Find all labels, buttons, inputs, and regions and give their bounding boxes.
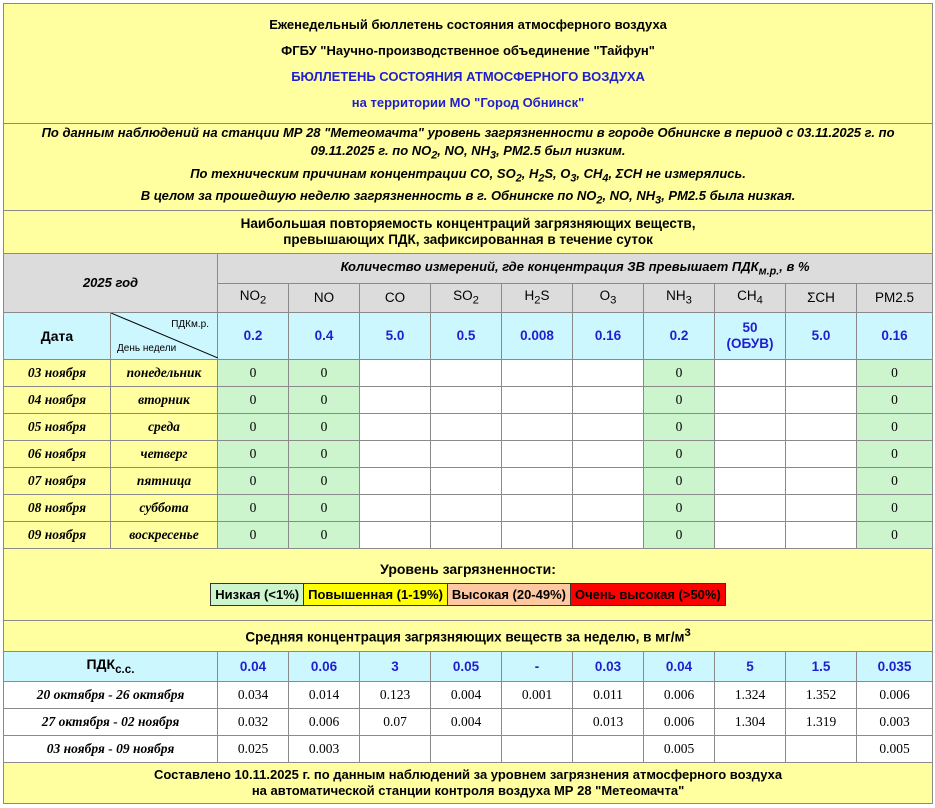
exceed-value xyxy=(431,494,502,521)
average-value: 0.025 xyxy=(218,735,289,762)
exceed-value: 0 xyxy=(644,521,715,548)
levels-title: Уровень загрязненности: xyxy=(380,561,556,578)
header-line-2: ФГБУ "Научно-производственное объединение "Тайфун" xyxy=(281,42,655,58)
average-value xyxy=(431,735,502,762)
exceed-value xyxy=(573,359,644,386)
exceed-value: 0 xyxy=(644,386,715,413)
day-of-week: пятница xyxy=(111,467,218,494)
average-value: 0.014 xyxy=(289,681,360,708)
exceed-value xyxy=(502,386,573,413)
pdk-ss-value: 0.04 xyxy=(218,651,289,681)
exceed-value: 0 xyxy=(289,521,360,548)
pdk-ss-value: - xyxy=(502,651,573,681)
exceed-value: 0 xyxy=(857,440,933,467)
pdk-mr-value: 0.5 xyxy=(431,312,502,359)
exceed-value xyxy=(431,359,502,386)
exceed-value xyxy=(715,521,786,548)
exceed-value: 0 xyxy=(644,359,715,386)
exceed-value xyxy=(502,413,573,440)
substance-name: CO xyxy=(384,290,406,306)
substance-header xyxy=(289,283,360,312)
pdk-mr-value: 50 (ОБУВ) xyxy=(715,312,786,359)
exceed-value: 0 xyxy=(218,359,289,386)
levels-legend xyxy=(210,583,726,606)
intro-paragraph-1: По данным наблюдений на станции МР 28 "Метеомачта" уровень загрязненности в городе Обнинске в период с 03.11.2025 г. по 09.11.2025 г. по $NO_2$, NO, $NH_3$, PM2.5 был низким. xyxy=(41,125,895,162)
pdk-ss-value: 0.06 xyxy=(289,651,360,681)
average-value: 0.032 xyxy=(218,708,289,735)
day-row xyxy=(4,359,933,386)
header-line-4: на территории МО "Город Обнинск" xyxy=(351,94,585,110)
day-of-week: вторник xyxy=(111,386,218,413)
exceed-value xyxy=(502,467,573,494)
day-date: 06 ноября xyxy=(4,440,111,467)
day-of-week: четверг xyxy=(111,440,218,467)
day-date: 05 ноября xyxy=(4,413,111,440)
pdk-mr-value: 0.008 xyxy=(502,312,573,359)
exceed-value: 0 xyxy=(289,386,360,413)
exceed-value xyxy=(786,494,857,521)
exceed-value xyxy=(502,521,573,548)
exceed-value xyxy=(573,440,644,467)
substance-name: CH xyxy=(737,288,757,304)
pdk-ss-label: $ПДК_{с.с.}$ xyxy=(4,651,218,681)
day-date: 09 ноября xyxy=(4,521,111,548)
substance-subscript: 3 xyxy=(685,295,692,308)
level-item: Низкая (<1%) xyxy=(211,584,304,606)
average-value xyxy=(502,708,573,735)
exceed-value xyxy=(573,521,644,548)
week-row xyxy=(4,708,933,735)
average-value: 0.011 xyxy=(573,681,644,708)
pdk-ss-value: 0.03 xyxy=(573,651,644,681)
exceed-value: 0 xyxy=(644,467,715,494)
corner-header xyxy=(111,312,218,359)
pdk-mr-value: 0.16 xyxy=(857,312,933,359)
day-row xyxy=(4,494,933,521)
exceed-value xyxy=(502,494,573,521)
substance-name: NO xyxy=(239,288,260,304)
exceed-value xyxy=(360,440,431,467)
substance-header xyxy=(715,283,786,312)
pdk-mr-value: 5.0 xyxy=(360,312,431,359)
exceed-value: 0 xyxy=(857,386,933,413)
week-row xyxy=(4,681,933,708)
average-value: 0.034 xyxy=(218,681,289,708)
bulletin-table xyxy=(3,3,933,804)
substance-name: NH xyxy=(666,288,686,304)
substance-name: SO xyxy=(453,288,473,304)
day-row xyxy=(4,521,933,548)
substance-subscript: 2 xyxy=(472,295,479,308)
exceed-value xyxy=(715,467,786,494)
substance-subscript: 2 xyxy=(534,295,541,308)
substance-header xyxy=(218,283,289,312)
exceed-value xyxy=(431,440,502,467)
average-value: 0.006 xyxy=(857,681,933,708)
average-value: 0.006 xyxy=(289,708,360,735)
average-value: 0.003 xyxy=(289,735,360,762)
exceed-value: 0 xyxy=(289,413,360,440)
substance-suffix: S xyxy=(540,288,550,304)
day-of-week: среда xyxy=(111,413,218,440)
level-item: Очень высокая (>50%) xyxy=(570,584,725,606)
exceed-value xyxy=(786,467,857,494)
footer-line-2: на автоматической станции контроля воздуха МР 28 "Метеомачта" xyxy=(251,782,685,798)
average-value xyxy=(715,735,786,762)
exceed-value: 0 xyxy=(218,413,289,440)
pdk-mr-value: 0.16 xyxy=(573,312,644,359)
intro-text xyxy=(4,124,933,211)
substance-name: PM2.5 xyxy=(875,290,915,306)
average-value: 0.004 xyxy=(431,681,502,708)
substance-subscript: 4 xyxy=(756,295,763,308)
average-value xyxy=(360,735,431,762)
exceed-value: 0 xyxy=(218,467,289,494)
exceed-value xyxy=(715,494,786,521)
pdk-ss-row xyxy=(4,651,933,681)
day-row xyxy=(4,386,933,413)
day-date: 04 ноября xyxy=(4,386,111,413)
exceed-value xyxy=(786,359,857,386)
exceed-value xyxy=(431,467,502,494)
exceed-value xyxy=(502,359,573,386)
exceed-value: 0 xyxy=(289,467,360,494)
exceed-value xyxy=(360,521,431,548)
substance-name: H xyxy=(524,288,535,304)
pdk-mr-value: 0.2 xyxy=(218,312,289,359)
exceed-value xyxy=(573,413,644,440)
exceed-value xyxy=(573,467,644,494)
day-row xyxy=(4,440,933,467)
average-value: 0.123 xyxy=(360,681,431,708)
week-period: 20 октября - 26 октября xyxy=(4,681,218,708)
day-of-week: суббота xyxy=(111,494,218,521)
exceed-value xyxy=(573,386,644,413)
exceed-value xyxy=(786,386,857,413)
substance-header xyxy=(786,283,857,312)
average-value: 0.003 xyxy=(857,708,933,735)
date-header: Дата xyxy=(4,312,111,359)
average-value xyxy=(502,735,573,762)
exceed-section-title: Наибольшая повторяемость концентраций загрязняющих веществ, превышающих ПДК, зафиксированная в течение суток xyxy=(4,210,933,253)
substance-name: O xyxy=(599,288,611,304)
week-row xyxy=(4,735,933,762)
exceed-value xyxy=(786,440,857,467)
average-value: 1.352 xyxy=(786,681,857,708)
average-value: 0.005 xyxy=(644,735,715,762)
exceed-value: 0 xyxy=(857,359,933,386)
exceed-value: 0 xyxy=(857,521,933,548)
header-line-3: БЮЛЛЕТЕНЬ СОСТОЯНИЯ АТМОСФЕРНОГО ВОЗДУХА xyxy=(291,68,645,84)
pdk-ss-value: 1.5 xyxy=(786,651,857,681)
exceed-value: 0 xyxy=(218,386,289,413)
day-row xyxy=(4,413,933,440)
exceed-value xyxy=(786,521,857,548)
day-of-week: воскресенье xyxy=(111,521,218,548)
bulletin-header xyxy=(4,4,933,124)
substance-name: ΣCH xyxy=(807,290,835,306)
exceed-value xyxy=(360,467,431,494)
year-header: 2025 год xyxy=(4,253,218,312)
exceed-value xyxy=(715,440,786,467)
substance-name: NO xyxy=(313,290,335,306)
day-of-week: понедельник xyxy=(111,359,218,386)
pdk-mr-value: 0.4 xyxy=(289,312,360,359)
pdk-mr-value: 5.0 xyxy=(786,312,857,359)
pdk-ss-value: 5 xyxy=(715,651,786,681)
average-value xyxy=(786,735,857,762)
week-period: 03 ноября - 09 ноября xyxy=(4,735,218,762)
day-date: 08 ноября xyxy=(4,494,111,521)
pdk-ss-value: 0.035 xyxy=(857,651,933,681)
exceed-value xyxy=(360,494,431,521)
exceed-value: 0 xyxy=(218,521,289,548)
intro-paragraph-2: По техническим причинам концентрации CO, $SO_2$, $H_2S$, $O_3$, $CH_4$, ΣCH не измерялись. xyxy=(190,165,746,185)
exceed-value xyxy=(431,521,502,548)
intro-paragraph-3: В целом за прошедшую неделю загрязненность в г. Обнинске по $NO_2$, NO, $NH_3$, PM2.5 была низкая. xyxy=(140,188,796,207)
average-value: 1.304 xyxy=(715,708,786,735)
exceed-value xyxy=(502,440,573,467)
day-date: 07 ноября xyxy=(4,467,111,494)
week-period: 27 октября - 02 ноября xyxy=(4,708,218,735)
corner-dow-label: День недели xyxy=(117,343,177,355)
exceed-value xyxy=(786,413,857,440)
exceed-value: 0 xyxy=(289,359,360,386)
exceed-value: 0 xyxy=(289,440,360,467)
header-line-1: Еженедельный бюллетень состояния атмосферного воздуха xyxy=(269,16,667,32)
exceed-value xyxy=(431,413,502,440)
corner-pdk-label: ПДКм.р. xyxy=(171,319,209,331)
exceed-value xyxy=(715,386,786,413)
substance-header xyxy=(573,283,644,312)
average-value xyxy=(573,735,644,762)
pdk-mr-row xyxy=(4,312,933,359)
exceed-value: 0 xyxy=(644,494,715,521)
level-item: Повышенная (1-19%) xyxy=(304,584,448,606)
average-value: 0.005 xyxy=(857,735,933,762)
exceed-value: 0 xyxy=(644,413,715,440)
footer-line-1: Составлено 10.11.2025 г. по данным наблюдений за уровнем загрязнения атмосферного воздуха xyxy=(154,766,783,782)
exceed-value xyxy=(715,359,786,386)
substance-subscript: 2 xyxy=(259,295,267,308)
average-value: 0.07 xyxy=(360,708,431,735)
pollution-levels xyxy=(4,548,933,620)
pdk-ss-value: 0.05 xyxy=(431,651,502,681)
exceed-value xyxy=(360,359,431,386)
day-date: 03 ноября xyxy=(4,359,111,386)
day-row xyxy=(4,467,933,494)
exceed-value: 0 xyxy=(857,494,933,521)
measurement-header: Количество измерений, где концентрация ЗВ превышает $ПДК_{м.р.}$, в % xyxy=(218,253,933,283)
footer xyxy=(4,762,933,803)
average-value: 1.324 xyxy=(715,681,786,708)
substance-header xyxy=(431,283,502,312)
exceed-value xyxy=(715,413,786,440)
exceed-value: 0 xyxy=(857,467,933,494)
average-section-title: Средняя концентрация загрязняющих веществ за неделю, в $мг/м^3$ xyxy=(4,620,933,651)
exceed-value xyxy=(573,494,644,521)
exceed-value: 0 xyxy=(218,494,289,521)
average-value: 0.004 xyxy=(431,708,502,735)
exceed-value xyxy=(431,386,502,413)
exceed-value xyxy=(360,413,431,440)
average-value: 0.001 xyxy=(502,681,573,708)
average-value: 1.319 xyxy=(786,708,857,735)
exceed-value: 0 xyxy=(857,413,933,440)
exceed-value: 0 xyxy=(644,440,715,467)
substance-header xyxy=(857,283,933,312)
average-value: 0.006 xyxy=(644,708,715,735)
pdk-ss-value: 0.04 xyxy=(644,651,715,681)
average-value: 0.013 xyxy=(573,708,644,735)
level-item: Высокая (20-49%) xyxy=(447,584,570,606)
average-value: 0.006 xyxy=(644,681,715,708)
pdk-mr-value: 0.2 xyxy=(644,312,715,359)
substance-header xyxy=(502,283,573,312)
substance-header xyxy=(360,283,431,312)
substance-header xyxy=(644,283,715,312)
exceed-value: 0 xyxy=(218,440,289,467)
substance-subscript: 3 xyxy=(610,295,617,308)
pdk-ss-value: 3 xyxy=(360,651,431,681)
exceed-value: 0 xyxy=(289,494,360,521)
exceed-value xyxy=(360,386,431,413)
